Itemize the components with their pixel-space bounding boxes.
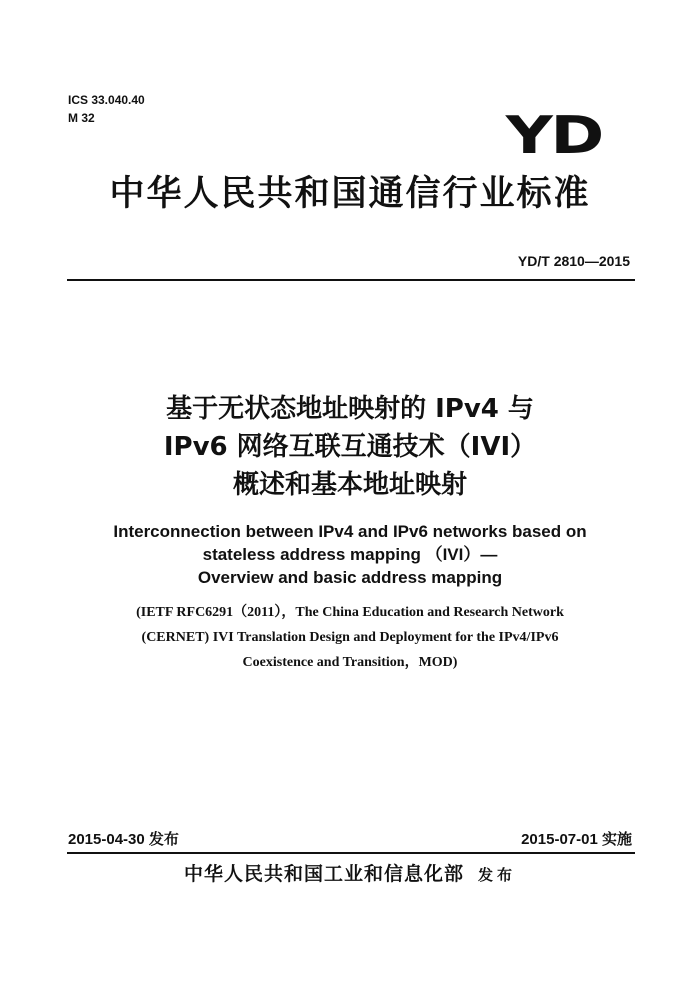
english-title-line-1: Interconnection between IPv4 and IPv6 networks based on — [113, 522, 587, 541]
standard-number: YD/T 2810—2015 — [517, 253, 630, 269]
reference-line-3: Coexistence and Transition，MOD) — [242, 655, 458, 670]
english-title-line-2: stateless address mapping （IVI）— — [202, 545, 498, 564]
english-title-line-3: Overview and basic address mapping — [197, 568, 503, 587]
standard-category-title: 中华人民共和国通信行业标准 — [109, 174, 591, 214]
chinese-title-line-1: 基于无状态地址映射的 IPv4 与 — [166, 394, 534, 424]
reference-note — [0, 600, 700, 675]
publish-label: 发布 — [478, 866, 517, 884]
header-divider — [67, 279, 635, 281]
chinese-title-line-2: IPv6 网络互联互通技术（IVI） — [163, 432, 537, 462]
chinese-title-line-3: 概述和基本地址映射 — [232, 470, 467, 500]
yd-logo: YD — [505, 106, 602, 166]
ics-code: ICS 33.040.40 — [68, 93, 145, 107]
reference-line-2: (CERNET) IVI Translation Design and Deployment for the IPv4/IPv6 — [141, 630, 559, 645]
ccs-code: M 32 — [68, 111, 95, 125]
english-title — [0, 520, 700, 589]
reference-line-1: (IETF RFC6291（2011），The China Education and Research Network — [136, 605, 564, 620]
footer-divider — [67, 852, 635, 854]
publisher-name: 中华人民共和国工业和信息化部 — [183, 863, 464, 885]
issue-date: 2015-04-30 发布 — [68, 831, 179, 848]
publisher-line — [0, 860, 700, 889]
implementation-date: 2015-07-01 实施 — [521, 831, 632, 848]
chinese-title — [0, 390, 700, 504]
